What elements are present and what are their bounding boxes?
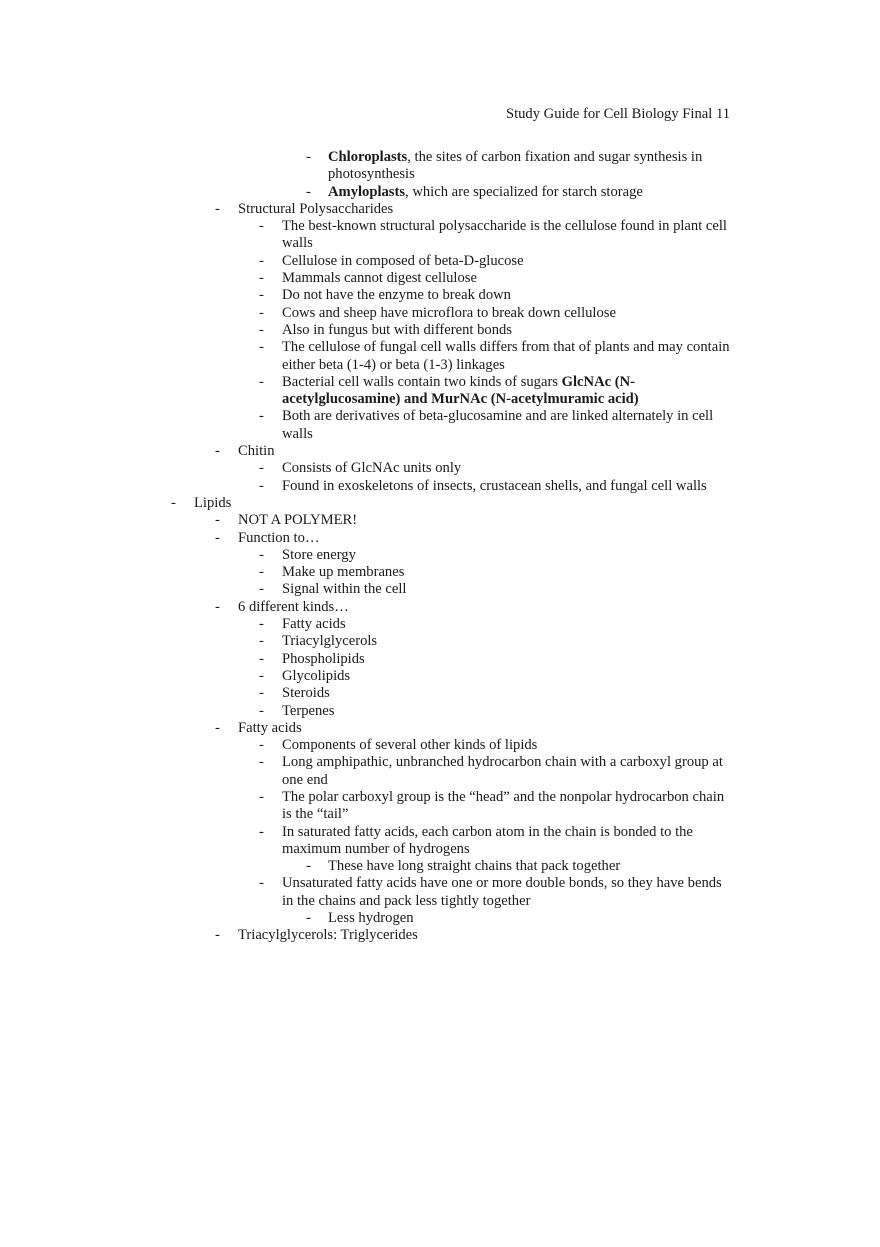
outline-item: [0, 737, 880, 754]
outline-item: [0, 547, 880, 564]
outline-item-text: Cows and sheep have microflora to break down cellulose: [282, 304, 616, 321]
outline-item-text: Triacylglycerols: [282, 633, 378, 650]
outline-item-text: Glycolipids: [282, 667, 351, 684]
bullet-dash: -: [259, 460, 264, 477]
outline-item-text: Mammals cannot digest cellulose: [282, 270, 477, 287]
outline-item-text: Signal within the cell: [282, 581, 407, 598]
bullet-dash: -: [259, 408, 264, 425]
outline-item: [0, 184, 880, 201]
outline-item: [0, 287, 880, 304]
outline-item-text: Store energy: [282, 546, 356, 563]
outline-item-text: The best-known structural polysaccharide is the cellulose found in plant cell walls: [282, 218, 727, 252]
outline-item-text: Cellulose in composed of beta-D-glucose: [282, 252, 524, 269]
outline-item-text: Bacterial cell walls contain two kinds of sugars GlcNAc (N-acetylglucosamine) and MurNAc (N-acetylmuramic acid): [282, 373, 639, 408]
outline-item: [0, 858, 880, 875]
bullet-dash: -: [259, 546, 264, 563]
bullet-dash: -: [215, 512, 220, 529]
outline-item: [0, 201, 880, 218]
outline-item-text: Triacylglycerols: Triglycerides: [238, 927, 418, 944]
outline-item-text: In saturated fatty acids, each carbon atom in the chain is bonded to the maximum number of hydrogens: [282, 823, 693, 857]
outline-item: [0, 599, 880, 616]
bold-term: GlcNAc (N-acetylglucosamine) and MurNAc (N-acetylmuramic acid): [282, 373, 639, 408]
outline-item: [0, 633, 880, 650]
bullet-dash: -: [215, 443, 220, 460]
bullet-dash: -: [259, 339, 264, 356]
bullet-dash: -: [215, 927, 220, 944]
bullet-dash: -: [259, 650, 264, 667]
outline-item: [0, 374, 880, 409]
outline-item: [0, 564, 880, 581]
outline-item: [0, 270, 880, 287]
outline-item: [0, 512, 880, 529]
bullet-dash: -: [259, 304, 264, 321]
outline-item-text: Function to…: [238, 529, 320, 546]
bullet-dash: -: [215, 598, 220, 615]
outline-item: [0, 322, 880, 339]
outline-item-text: Both are derivatives of beta-glucosamine and are linked alternately in cell walls: [282, 408, 714, 442]
outline-item-text: Lipids: [194, 494, 232, 511]
outline-item: [0, 478, 880, 495]
outline-item: [0, 754, 880, 789]
bold-term: Amyloplasts: [328, 183, 406, 200]
outline-item: [0, 651, 880, 668]
bullet-dash: -: [306, 910, 311, 927]
bullet-dash: -: [215, 529, 220, 546]
outline-item-text: The cellulose of fungal cell walls differs from that of plants and may contain either beta (1-4) or beta (1-3) linkages: [282, 339, 730, 373]
bullet-dash: -: [259, 218, 264, 235]
outline-item: [0, 720, 880, 737]
study-guide-outline: [0, 149, 880, 945]
outline-item-text: Fatty acids: [238, 719, 302, 736]
page-header: Study Guide for Cell Biology Final 11: [505, 106, 730, 122]
outline-item-text: These have long straight chains that pack together: [328, 858, 621, 875]
outline-item-text: Also in fungus but with different bonds: [282, 321, 512, 338]
bullet-dash: -: [171, 494, 176, 511]
bullet-dash: -: [259, 823, 264, 840]
outline-item: [0, 875, 880, 910]
bullet-dash: -: [259, 373, 264, 390]
outline-item-text: Found in exoskeletons of insects, crustacean shells, and fungal cell walls: [282, 477, 707, 494]
outline-item-text: Unsaturated fatty acids have one or more double bonds, so they have bends in the chains and pack less tightly together: [282, 875, 722, 909]
outline-item-text: Less hydrogen: [328, 910, 414, 927]
bullet-dash: -: [306, 183, 311, 200]
bullet-dash: -: [306, 858, 311, 875]
bullet-dash: -: [259, 754, 264, 771]
outline-item: [0, 408, 880, 443]
outline-item: [0, 339, 880, 374]
outline-item-text: Phospholipids: [282, 650, 365, 667]
bullet-dash: -: [259, 788, 264, 805]
outline-item-text: Amyloplasts, which are specialized for starch storage: [328, 183, 643, 200]
outline-item: [0, 927, 880, 944]
bullet-dash: -: [259, 737, 264, 754]
outline-item: [0, 668, 880, 685]
outline-item: [0, 530, 880, 547]
outline-item: [0, 495, 880, 512]
bullet-dash: -: [215, 719, 220, 736]
outline-item: [0, 581, 880, 598]
outline-item: [0, 789, 880, 824]
outline-item: [0, 460, 880, 477]
bullet-dash: -: [306, 149, 311, 165]
bullet-dash: -: [259, 270, 264, 287]
outline-item: [0, 824, 880, 859]
outline-item: [0, 685, 880, 702]
bullet-dash: -: [259, 564, 264, 581]
bullet-dash: -: [259, 633, 264, 650]
bullet-dash: -: [259, 252, 264, 269]
bullet-dash: -: [259, 477, 264, 494]
outline-item-text: 6 different kinds…: [238, 598, 349, 615]
bold-term: Chloroplasts: [328, 149, 408, 165]
outline-item-text: Chitin: [238, 443, 275, 460]
bullet-dash: -: [259, 875, 264, 892]
outline-item-text: Steroids: [282, 685, 330, 702]
outline-item: [0, 703, 880, 720]
outline-item: [0, 149, 880, 184]
outline-item-text: Fatty acids: [282, 616, 346, 633]
outline-item-text: Long amphipathic, unbranched hydrocarbon chain with a carboxyl group at one end: [282, 754, 723, 788]
outline-item-text: The polar carboxyl group is the “head” and the nonpolar hydrocarbon chain is the “tail”: [282, 788, 725, 823]
bullet-dash: -: [259, 685, 264, 702]
bullet-dash: -: [259, 667, 264, 684]
outline-item-text: Do not have the enzyme to break down: [282, 287, 511, 304]
outline-item: [0, 218, 880, 253]
outline-item-text: Chloroplasts, the sites of carbon fixation and sugar synthesis in photosynthesis: [328, 149, 703, 183]
outline-item: [0, 910, 880, 927]
outline-item-text: Components of several other kinds of lipids: [282, 737, 538, 754]
bullet-dash: -: [259, 321, 264, 338]
bullet-dash: -: [215, 200, 220, 217]
outline-item: [0, 305, 880, 322]
bullet-dash: -: [259, 702, 264, 719]
bullet-dash: -: [259, 616, 264, 633]
outline-item: [0, 616, 880, 633]
outline-item: [0, 443, 880, 460]
bullet-dash: -: [259, 581, 264, 598]
outline-item-text: NOT A POLYMER!: [238, 512, 358, 529]
outline-item: [0, 253, 880, 270]
outline-item-text: Structural Polysaccharides: [238, 200, 394, 217]
outline-item-text: Make up membranes: [282, 564, 405, 581]
outline-item-text: Consists of GlcNAc units only: [282, 460, 462, 477]
outline-item-text: Terpenes: [282, 702, 335, 719]
bullet-dash: -: [259, 287, 264, 304]
